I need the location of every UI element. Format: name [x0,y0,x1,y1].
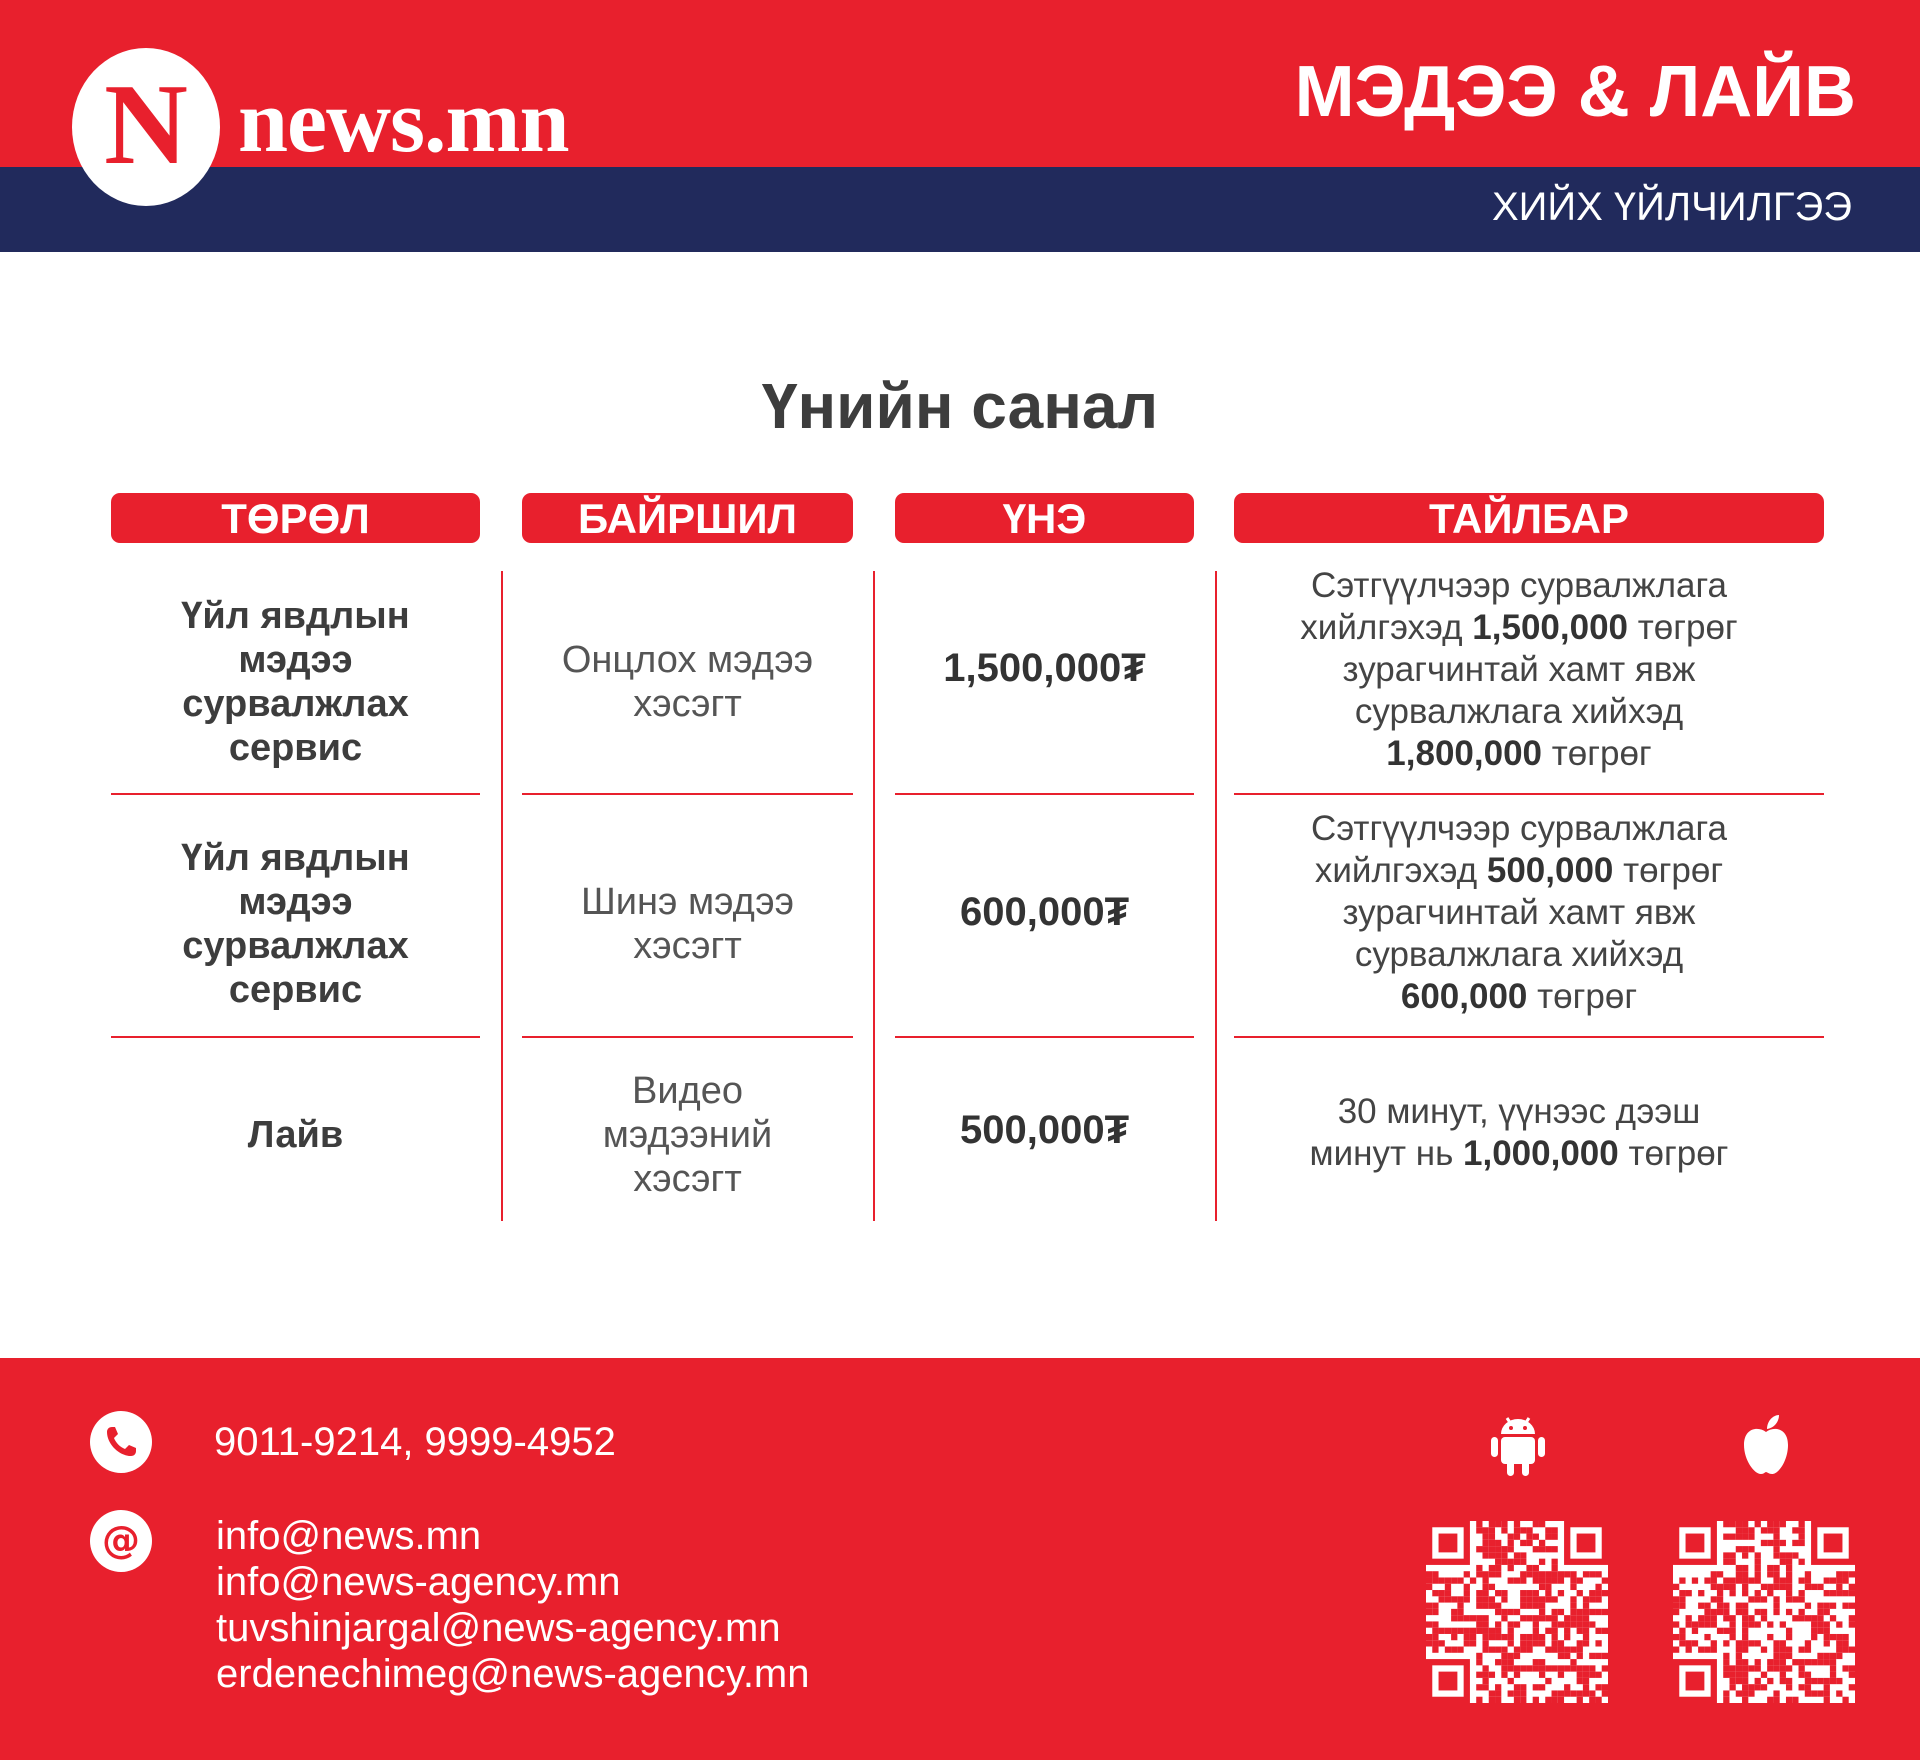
cell-line: сурвалжлах [182,683,409,725]
row-divider [895,1036,1194,1038]
cell-line [1300,733,1737,775]
table-row-3-description [1234,1060,1804,1205]
row-divider [522,793,853,795]
desc-text: Сэтгүүлчээр сурвалжлага [1311,809,1727,848]
email-link[interactable]: erdenechimeg@news-agency.mn [216,1652,810,1696]
desc-text: төгрөг [1618,1133,1729,1173]
apple-icon[interactable] [1738,1412,1794,1476]
header-subtitle: ХИЙХ ҮЙЛЧИЛГЭЭ [1491,185,1852,229]
cell-line: Үйл явдлын [181,595,410,637]
cell-line: Лайв [247,1114,344,1156]
cell-line: хэсэгт [633,1158,742,1200]
cell-line: хэсэгт [633,925,742,967]
column-divider [873,571,875,1221]
desc-text: сурвалжлага хийхэд [1354,935,1684,974]
phone-icon [90,1411,152,1473]
table-row-1-description [1234,565,1804,775]
column-header-description: ТАЙЛБАР [1234,493,1824,543]
cell-line: Видео [631,1070,743,1112]
cell-line: сервис [228,727,363,769]
desc-text: зурагчинтай хамт явж [1342,650,1696,689]
row-divider [1234,793,1824,795]
cell-line [1300,649,1737,691]
row-divider [111,793,480,795]
android-icon[interactable] [1488,1412,1548,1478]
table-row-3-location [522,1060,853,1210]
desc-text: зурагчинтай хамт явж [1342,893,1696,932]
cell-line [1300,691,1737,733]
desc-text: төгрөг [1542,734,1652,773]
cell-line: Шинэ мэдээ [580,881,795,923]
cell-line: мэдээ [238,639,353,681]
email-link[interactable]: info@news-agency.mn [216,1560,621,1604]
cell-line [1311,892,1727,934]
cell-line: мэдээ [238,881,353,923]
column-divider [1215,571,1217,1221]
column-header-location: БАЙРШИЛ [522,493,853,543]
table-row-1-type [111,572,480,792]
desc-text: Сэтгүүлчээр сурвалжлага [1311,566,1727,605]
table-row-2-type [111,814,480,1034]
row-divider [1234,1036,1824,1038]
row-divider [895,793,1194,795]
desc-text: хийлгэхэд [1314,851,1487,890]
phone-numbers[interactable]: 9011-9214, 9999-4952 [214,1420,616,1464]
cell-line [1311,934,1727,976]
desc-amount: 1,500,000 [1472,608,1629,647]
cell-line [1311,808,1727,850]
cell-line: сурвалжлах [182,925,409,967]
cell-line [1311,850,1727,892]
cell-line: Үйл явдлын [181,837,410,879]
email-list [216,1513,810,1697]
table-row-2-price: 600,000₮ [959,890,1130,934]
cell-line [1310,1091,1729,1133]
cell-line: хэсэгт [633,683,742,725]
email-link[interactable]: tuvshinjargal@news-agency.mn [216,1606,781,1650]
cell-line [1300,607,1737,649]
page-title: Үнийн санал [761,370,1159,442]
desc-amount: 600,000 [1400,977,1528,1016]
desc-amount: 1,800,000 [1386,734,1543,773]
svg-text:@: @ [102,1518,140,1562]
desc-amount: 1,000,000 [1463,1133,1619,1173]
desc-text: хийлгэхэд [1300,608,1473,647]
ios-app-qr-code[interactable] [1673,1521,1855,1703]
desc-text: төгрөг [1527,977,1638,1016]
desc-text: сурвалжлага хийхэд [1354,692,1684,731]
cell-line: мэдээний [602,1114,773,1156]
table-row-3-type [111,1060,480,1210]
desc-text: минут нь [1309,1133,1464,1173]
email-link[interactable]: info@news.mn [216,1514,482,1558]
column-header-type: ТӨРӨЛ [111,493,480,543]
row-divider [522,1036,853,1038]
cell-line [1311,976,1727,1018]
desc-text: төгрөг [1628,608,1738,647]
cell-line: сервис [228,969,363,1011]
cell-line: Онцлох мэдээ [561,639,814,681]
logo-wordmark: news.mn [238,72,569,171]
cell-line [1300,565,1737,607]
table-row-1-location [522,572,853,792]
header-title: МЭДЭЭ & ЛАЙВ [1294,52,1856,132]
table-row-1-price: 1,500,000₮ [943,646,1146,690]
desc-amount: 500,000 [1486,851,1614,890]
column-header-price: ҮНЭ [895,493,1194,543]
table-row-2-location [522,814,853,1034]
cell-line [1310,1133,1729,1175]
at-sign-icon [90,1510,152,1572]
desc-text: төгрөг [1613,851,1724,890]
android-app-qr-code[interactable] [1426,1521,1608,1703]
column-divider [501,571,503,1221]
table-row-2-description [1234,808,1804,1018]
row-divider [111,1036,480,1038]
desc-text: 30 минут, үүнээс дээш [1337,1091,1701,1131]
logo-letter: N [104,61,188,189]
table-row-3-price: 500,000₮ [959,1108,1130,1152]
